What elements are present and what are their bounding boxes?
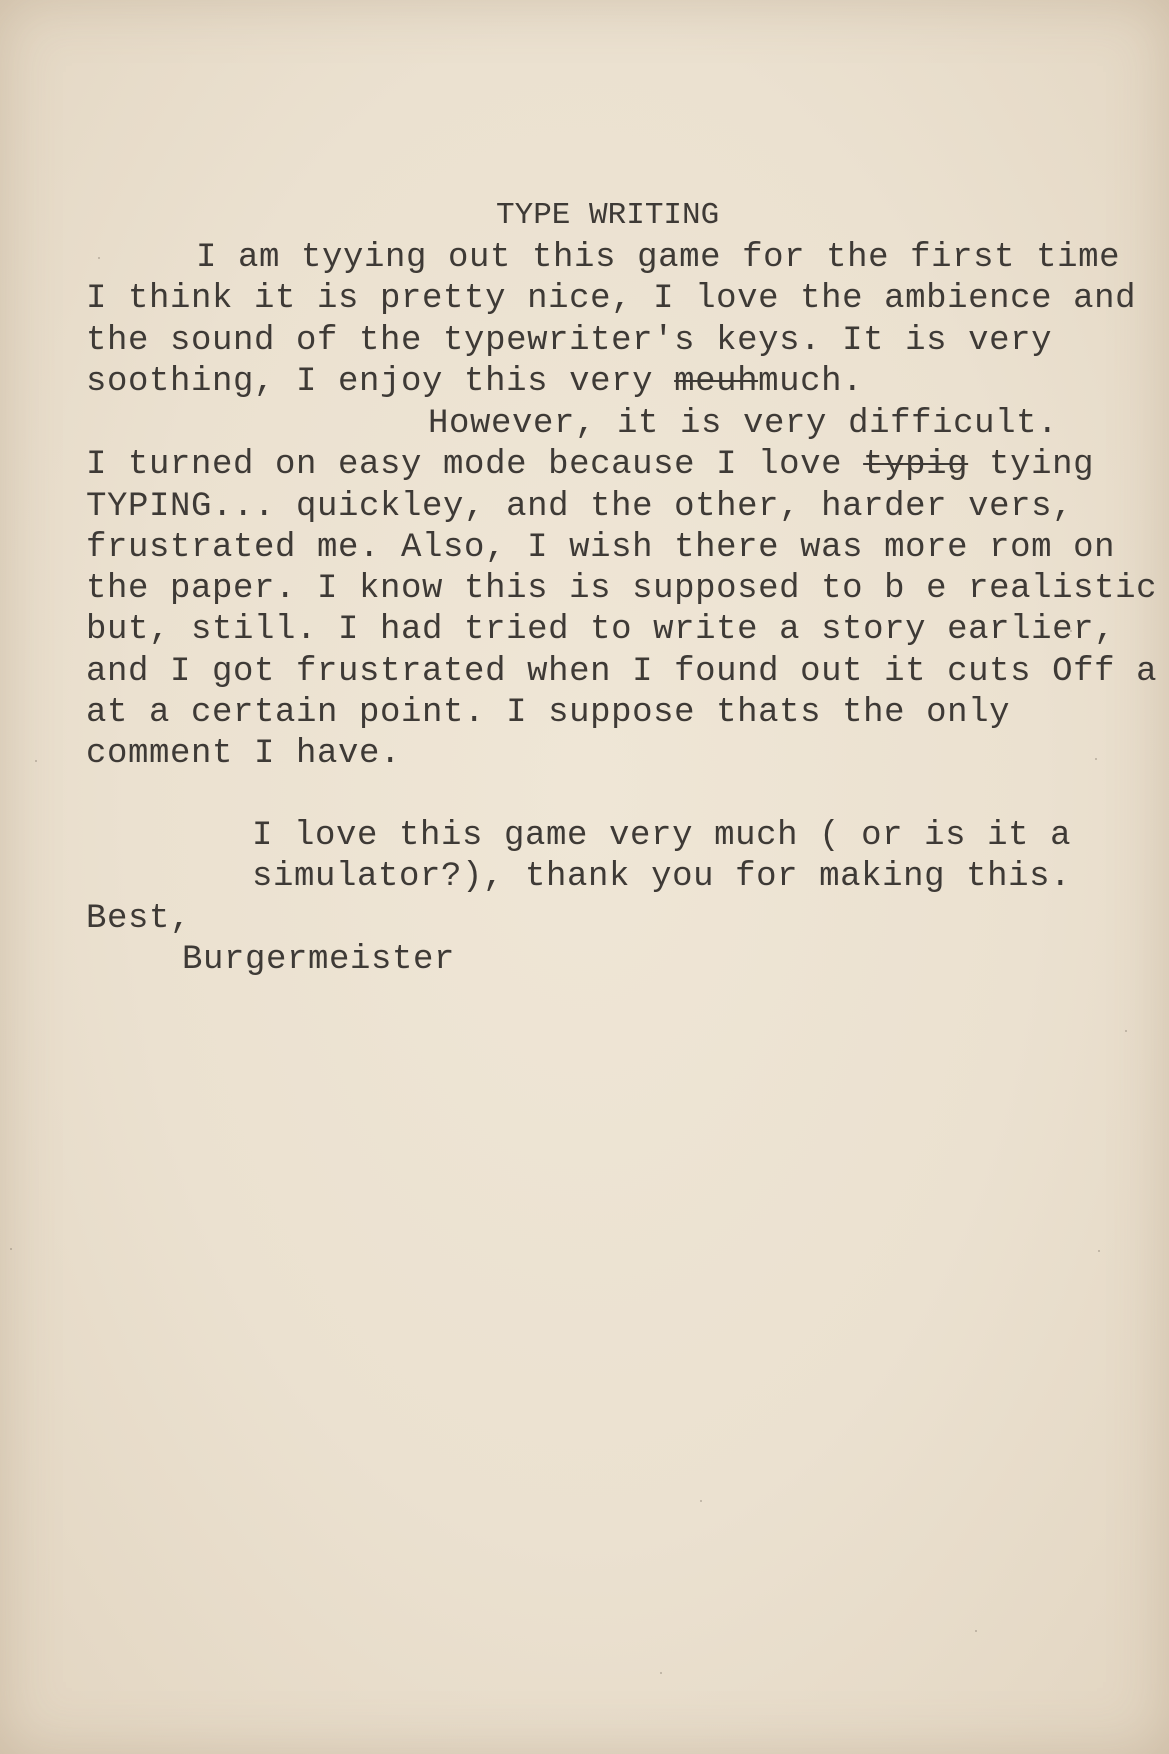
paper-fleck [700, 1500, 702, 1502]
text-segment: much. [758, 363, 864, 401]
text-line: at a certain point. I suppose thats the only [86, 694, 1011, 732]
struck-text: meuh [674, 363, 759, 401]
text-line: I think it is pretty nice, I love the ambience and [86, 280, 1137, 318]
paper-fleck [660, 1672, 662, 1674]
text-segment: tying [968, 446, 1095, 484]
signature-name: Burgermeister [182, 941, 456, 979]
text-line: frustrated me. Also, I wish there was more rom on [86, 529, 1116, 567]
text-segment: I turned on easy mode because I love [86, 446, 864, 484]
paper-fleck [1098, 1250, 1100, 1252]
text-segment: soothing, I enjoy this very [86, 363, 675, 401]
text-line: simulator?), thank you for making this. [252, 858, 1072, 896]
document-title: TYPE WRITING [496, 198, 720, 233]
text-line: However, it is very difficult. [428, 405, 1059, 443]
paper-fleck [1095, 758, 1097, 760]
text-line: I am tyying out this game for the first time [196, 239, 1121, 277]
paper-fleck [1125, 1030, 1127, 1032]
text-line: the sound of the typewriter's keys. It is very [86, 322, 1053, 360]
text-line [86, 445, 1094, 485]
paper-fleck [98, 257, 100, 259]
closing-salutation: Best, [86, 900, 192, 938]
text-line: the paper. I know this is supposed to b e realistic [86, 570, 1158, 608]
paper-fleck [35, 760, 37, 762]
text-line: and I got frustrated when I found out it cuts Off a [86, 653, 1158, 691]
text-line [86, 362, 863, 402]
text-line: I love this game very much ( or is it a [252, 817, 1072, 855]
paper-fleck [975, 1630, 977, 1632]
text-line: TYPING... quickley, and the other, harder vers, [86, 488, 1074, 526]
struck-text: typig [863, 446, 969, 484]
text-line: comment I have. [86, 735, 402, 773]
paper-fleck [10, 1248, 12, 1250]
text-line: but, still. I had tried to write a story earlier, [86, 611, 1116, 649]
